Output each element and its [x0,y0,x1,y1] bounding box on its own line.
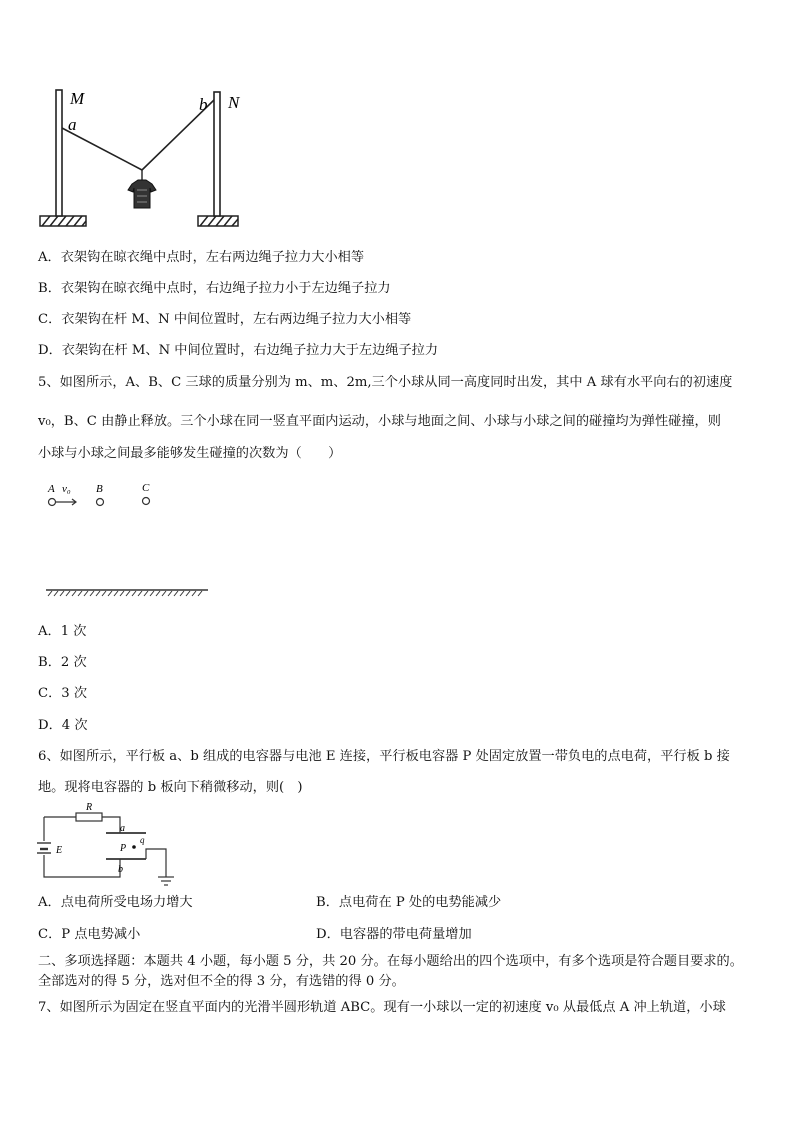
pole-m [56,90,62,216]
q5-option-b: B．2 次 [38,655,87,670]
velocity-arrow-icon [56,499,76,505]
label-r: R [86,802,93,813]
label-p: P [120,843,127,854]
q6-option-d: D．电容器的带电荷量增加 [316,927,472,942]
resistor-r [76,813,102,821]
label-a: a [68,115,77,134]
label-v0: v₀ [62,483,71,495]
ball-a [49,499,56,506]
clothesline [62,100,214,170]
label-b: b [118,864,123,875]
hanger-figure [38,88,248,238]
ground-symbol-icon [158,877,174,885]
section2-heading-line2: 全部选对的得 5 分，选对但不全的得 3 分，有选错的得 0 分。 [38,974,405,989]
q5-stem-line2: v₀，B、C 由静止释放。三个小球在同一竖直平面内运动，小球与地面之间、小球与小球之间的碰撞均为弹性碰撞，则 [38,414,721,429]
label-ball-a: A [48,483,55,495]
q6-stem-line1: 6、如图所示，平行板 a、b 组成的电容器与电池 E 连接，平行板电容器 P 处固定放置一带负电的点电荷，平行板 b 接 [38,749,730,764]
label-a: a [120,823,125,834]
shirt-icon [128,170,156,208]
q4-option-b: B．衣架钩在晾衣绳中点时，右边绳子拉力小于左边绳子拉力 [38,281,391,296]
section2-heading-line1: 二、多项选择题：本题共 4 小题，每小题 5 分，共 20 分。在每小题给出的四个选项中，有多个选项是符合题目要求的。 [38,954,743,969]
label-ball-b: B [96,483,103,495]
pole-n [214,92,220,216]
label-q: q [140,835,145,845]
q4-option-d: D．衣架钩在杆 M、N 中间位置时，右边绳子拉力大于左边绳子拉力 [38,343,439,358]
point-charge-p [132,845,136,849]
q5-option-a: A．1 次 [38,624,87,639]
q4-option-a: A．衣架钩在晾衣绳中点时，左右两边绳子拉力大小相等 [38,250,365,265]
q6-option-b: B．点电荷在 P 处的电势能减少 [316,895,502,910]
q5-option-c: C．3 次 [38,686,88,701]
q4-option-c: C．衣架钩在杆 M、N 中间位置时，左右两边绳子拉力大小相等 [38,312,412,327]
battery-e [37,843,51,853]
label-ball-c: C [142,482,150,494]
label-e: E [56,845,63,856]
label-n: N [228,93,240,112]
q6-option-a: A．点电荷所受电场力增大 [38,895,193,910]
ball-c [143,498,150,505]
q6-option-c: C．P 点电势减小 [38,927,141,942]
ground-right [198,216,238,226]
three-balls-figure [46,478,212,602]
q5-stem-line3: 小球与小球之间最多能够发生碰撞的次数为（ ） [38,446,342,461]
q7-stem-line1: 7、如图所示为固定在竖直平面内的光滑半圆形轨道 ABC。现有一小球以一定的初速度 v₀ 从最低点 A 冲上轨道，小球 [38,1000,726,1015]
capacitor-circuit-figure [36,803,186,889]
ball-b [97,499,104,506]
label-b: b [199,95,208,114]
q6-stem-line2: 地。现将电容器的 b 板向下稍微移动，则( ) [38,780,303,795]
ground-left [40,216,86,226]
ground-surface [46,590,208,596]
q5-stem-line1: 5、如图所示，A、B、C 三球的质量分别为 m、m、2m,三个小球从同一高度同时出发，其中 A 球有水平向右的初速度 [38,375,733,390]
label-m: M [70,89,85,108]
q5-option-d: D．4 次 [38,718,88,733]
